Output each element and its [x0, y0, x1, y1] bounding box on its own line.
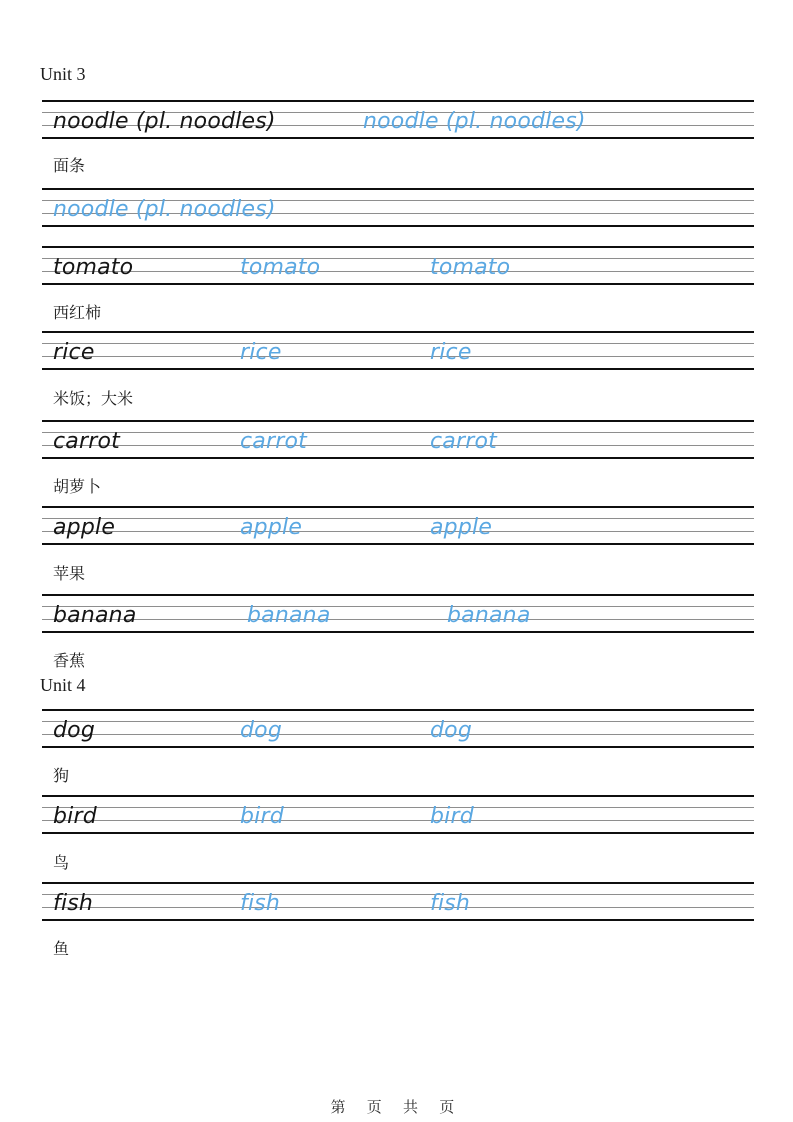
- word-trace-dog-2: dog: [430, 717, 472, 743]
- writing-lines-banana: [42, 594, 754, 633]
- word-trace-rice-2: rice: [430, 339, 472, 365]
- word-noodle: noodle (pl. noodles): [53, 108, 276, 134]
- word-trace-tomato-2: tomato: [430, 254, 511, 280]
- word-trace-banana-2: banana: [447, 602, 531, 628]
- meaning-noodle: 面条: [53, 156, 86, 175]
- unit4-heading: Unit 4: [40, 675, 86, 695]
- word-apple: apple: [53, 514, 116, 540]
- writing-lines-noodle: [42, 100, 754, 139]
- guide-line-upper: [42, 606, 754, 607]
- word-trace-bird-2: bird: [430, 803, 474, 829]
- word-trace-tomato-1: tomato: [240, 254, 321, 280]
- writing-lines-tomato: [42, 246, 754, 285]
- word-trace-fish-2: fish: [430, 890, 471, 916]
- word-dog: dog: [53, 717, 95, 743]
- guide-line-lower: [42, 531, 754, 532]
- guide-line-upper: [42, 807, 754, 808]
- word-trace-bird-1: bird: [240, 803, 284, 829]
- word-trace-carrot-1: carrot: [240, 428, 307, 454]
- guide-line-lower: [42, 445, 754, 446]
- word-carrot: carrot: [53, 428, 120, 454]
- word-trace-apple-1: apple: [240, 514, 303, 540]
- writing-lines-fish: [42, 882, 754, 921]
- guide-line-upper: [42, 258, 754, 259]
- word-fish: fish: [53, 890, 94, 916]
- word-trace-dog-1: dog: [240, 717, 282, 743]
- word-trace-fish-1: fish: [240, 890, 281, 916]
- writing-lines-dog: [42, 709, 754, 748]
- meaning-tomato: 西红柿: [53, 303, 102, 322]
- meaning-fish: 鱼: [53, 939, 70, 958]
- guide-line-upper: [42, 343, 754, 344]
- word-trace-rice-1: rice: [240, 339, 282, 365]
- guide-line-lower: [42, 356, 754, 357]
- writing-lines-apple: [42, 506, 754, 545]
- guide-line-upper: [42, 432, 754, 433]
- guide-line-upper: [42, 894, 754, 895]
- meaning-dog: 狗: [53, 766, 70, 785]
- meaning-banana: 香蕉: [53, 651, 86, 670]
- unit3-heading: Unit 3: [40, 64, 86, 84]
- writing-lines-noodle-practice: [42, 188, 754, 227]
- meaning-bird: 鸟: [53, 853, 70, 872]
- writing-lines-carrot: [42, 420, 754, 459]
- guide-line-lower: [42, 734, 754, 735]
- word-trace-noodle-2: noodle (pl. noodles): [53, 196, 276, 222]
- guide-line-lower: [42, 619, 754, 620]
- meaning-apple: 苹果: [53, 564, 86, 583]
- guide-line-upper: [42, 721, 754, 722]
- word-tomato: tomato: [53, 254, 134, 280]
- word-trace-noodle-1: noodle (pl. noodles): [363, 108, 586, 134]
- word-trace-banana-1: banana: [247, 602, 331, 628]
- guide-line-lower: [42, 820, 754, 821]
- writing-lines-rice: [42, 331, 754, 370]
- meaning-rice: 米饭；大米: [53, 389, 134, 408]
- word-banana: banana: [53, 602, 137, 628]
- word-rice: rice: [53, 339, 95, 365]
- page-footer: 第 页 共 页: [330, 1098, 463, 1116]
- writing-lines-bird: [42, 795, 754, 834]
- guide-line-lower: [42, 271, 754, 272]
- word-trace-carrot-2: carrot: [430, 428, 497, 454]
- meaning-carrot: 胡萝卜: [53, 477, 102, 496]
- guide-line-lower: [42, 907, 754, 908]
- word-trace-apple-2: apple: [430, 514, 493, 540]
- word-bird: bird: [53, 803, 97, 829]
- guide-line-upper: [42, 518, 754, 519]
